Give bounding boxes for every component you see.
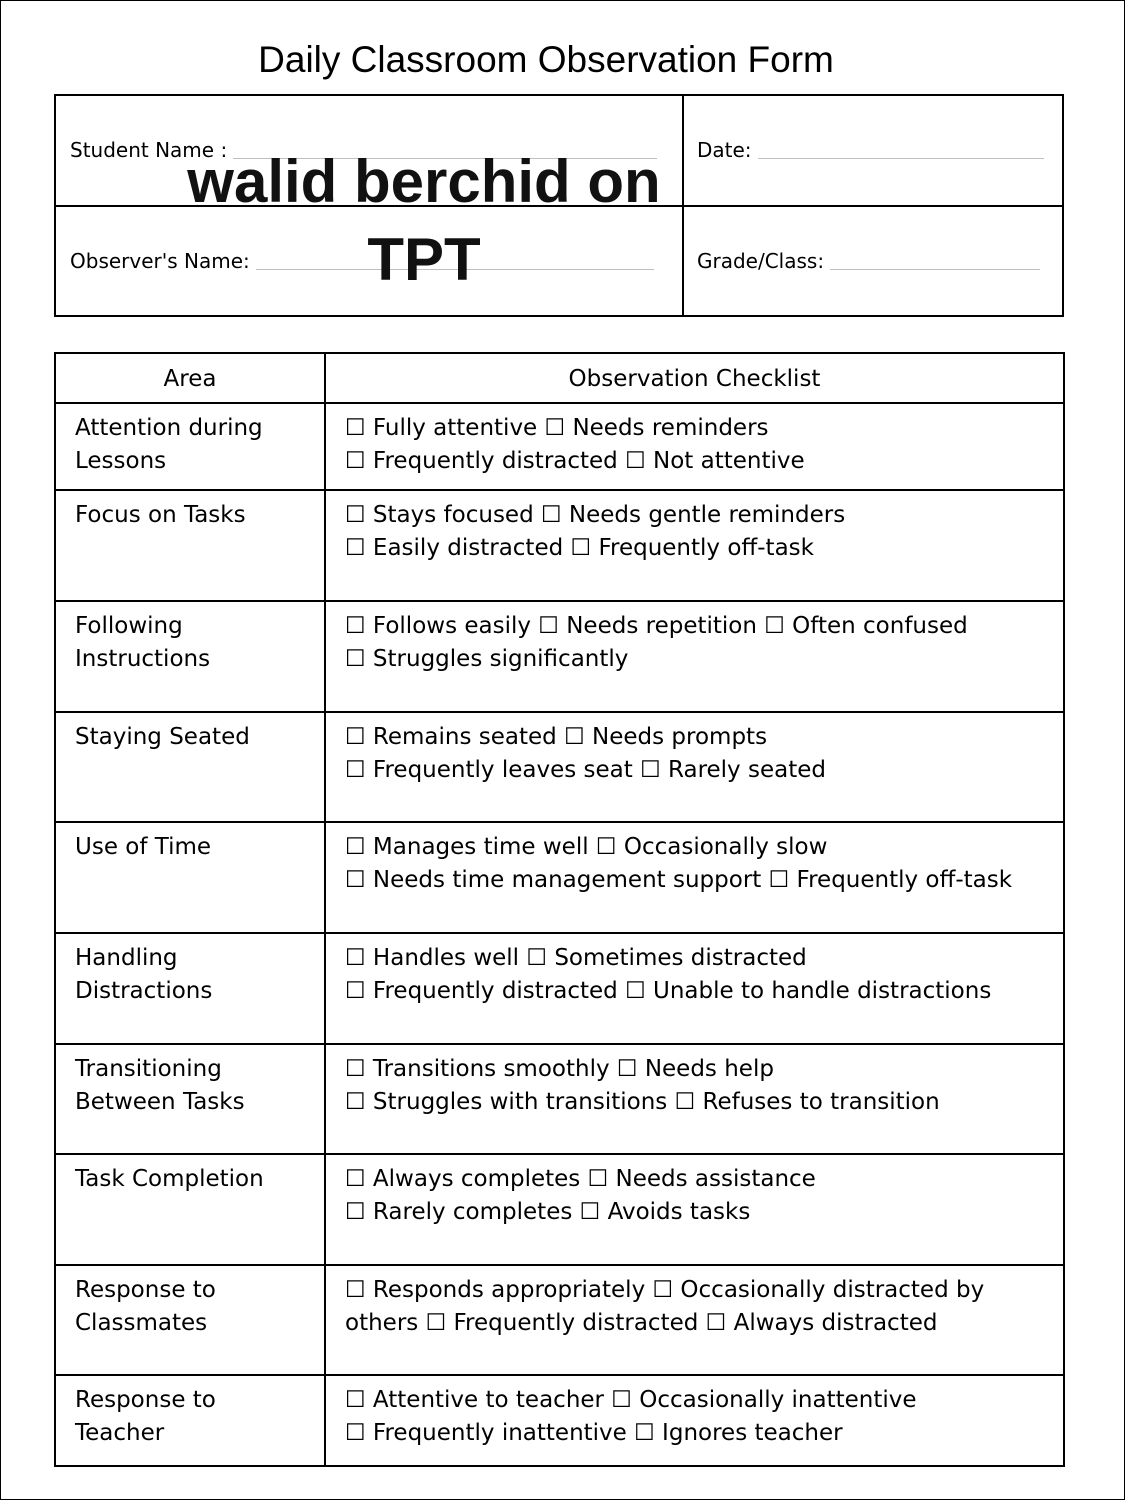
watermark-line-1: walid berchid on [187,148,661,215]
area-label: Classmates [75,1310,208,1336]
checklist-options[interactable]: ☐ Remains seated ☐ Needs prompts [345,724,768,750]
area-cell [75,831,305,864]
table-row [56,1043,1063,1153]
area-label: Between Tasks [75,1089,245,1115]
checklist-options[interactable]: ☐ Transitions smoothly ☐ Needs help [345,1056,774,1082]
area-label: Handling [75,945,178,971]
area-label: Transitioning [75,1056,222,1082]
checklist-cell[interactable] [345,721,1045,787]
checklist-options[interactable]: ☐ Responds appropriately ☐ Occasionally distracted by [345,1277,985,1303]
area-cell [75,499,305,532]
area-cell [75,1163,305,1196]
area-label: Attention during [75,415,263,441]
area-label: Teacher [75,1420,165,1446]
checklist-options[interactable]: ☐ Frequently distracted ☐ Not attentive [345,448,805,474]
area-cell [75,1053,305,1119]
table-row [56,1374,1063,1467]
table-row [56,932,1063,1043]
checklist-options[interactable]: ☐ Frequently distracted ☐ Unable to handle distractions [345,978,992,1004]
header-observation-checklist: Observation Checklist [568,366,821,392]
info-divider-horizontal [56,205,1062,207]
table-header-row [56,354,1063,404]
area-label: Lessons [75,448,167,474]
watermark-line-2: TPT [367,226,481,293]
area-label: Instructions [75,646,211,672]
checklist-options[interactable]: ☐ Frequently inattentive ☐ Ignores teacher [345,1420,843,1446]
date-field[interactable] [697,137,1044,163]
checklist-options[interactable]: ☐ Manages time well ☐ Occasionally slow [345,834,828,860]
area-cell [75,942,305,1008]
header-area: Area [163,366,217,392]
info-table [54,94,1064,317]
area-label: Distractions [75,978,213,1004]
student-name-field[interactable] [70,137,657,163]
checklist-options[interactable]: ☐ Struggles significantly [345,646,629,672]
date-blank[interactable] [758,142,1044,159]
area-cell [75,721,305,754]
checklist-options[interactable]: ☐ Frequently leaves seat ☐ Rarely seated [345,757,826,783]
area-cell [75,610,305,676]
checklist-options[interactable]: ☐ Stays focused ☐ Needs gentle reminders [345,502,846,528]
checklist-options[interactable]: ☐ Always completes ☐ Needs assistance [345,1166,816,1192]
area-label: Task Completion [75,1166,264,1192]
table-row [56,821,1063,932]
area-cell [75,1384,305,1450]
grade-class-label: Grade/Class: [697,249,825,273]
area-label: Use of Time [75,834,212,860]
student-name-blank[interactable] [233,142,657,159]
table-row [56,1264,1063,1374]
table-row [56,711,1063,821]
checklist-options[interactable]: ☐ Needs time management support ☐ Frequently off-task [345,867,1013,893]
checklist-options[interactable]: ☐ Easily distracted ☐ Frequently off-task [345,535,814,561]
checklist-cell[interactable] [345,942,1045,1008]
grade-class-field[interactable] [697,248,1040,274]
area-label: Response to [75,1387,216,1413]
observer-name-blank[interactable] [256,253,654,270]
checklist-cell[interactable] [345,1384,1045,1450]
table-row [56,600,1063,711]
area-cell [75,1274,305,1340]
checklist-cell[interactable] [345,610,1045,676]
observer-name-field[interactable] [70,248,654,274]
checklist-options[interactable]: ☐ Struggles with transitions ☐ Refuses to transition [345,1089,940,1115]
page-title: Daily Classroom Observation Form [258,39,834,80]
checklist-cell[interactable] [345,499,1045,565]
area-cell [75,412,305,478]
checklist-options[interactable]: ☐ Follows easily ☐ Needs repetition ☐ Often confused [345,613,968,639]
observer-name-label: Observer's Name: [70,249,250,273]
checklist-options[interactable]: ☐ Fully attentive ☐ Needs reminders [345,415,769,441]
table-row [56,489,1063,600]
table-row [56,402,1063,489]
checklist-cell[interactable] [345,831,1045,897]
student-name-label: Student Name : [70,138,228,162]
area-label: Response to [75,1277,216,1303]
area-label: Staying Seated [75,724,250,750]
checklist-options[interactable]: ☐ Attentive to teacher ☐ Occasionally inattentive [345,1387,917,1413]
area-label: Focus on Tasks [75,502,246,528]
checklist-cell[interactable] [345,1163,1045,1229]
observation-checklist-table [54,352,1065,1467]
checklist-options[interactable]: others ☐ Frequently distracted ☐ Always distracted [345,1310,938,1336]
area-label: Following [75,613,183,639]
date-label: Date: [697,138,752,162]
grade-class-blank[interactable] [830,253,1040,270]
checklist-cell[interactable] [345,412,1045,478]
checklist-options[interactable]: ☐ Handles well ☐ Sometimes distracted [345,945,807,971]
table-row [56,1153,1063,1264]
checklist-options[interactable]: ☐ Rarely completes ☐ Avoids tasks [345,1199,751,1225]
checklist-cell[interactable] [345,1053,1045,1119]
checklist-cell[interactable] [345,1274,1045,1340]
